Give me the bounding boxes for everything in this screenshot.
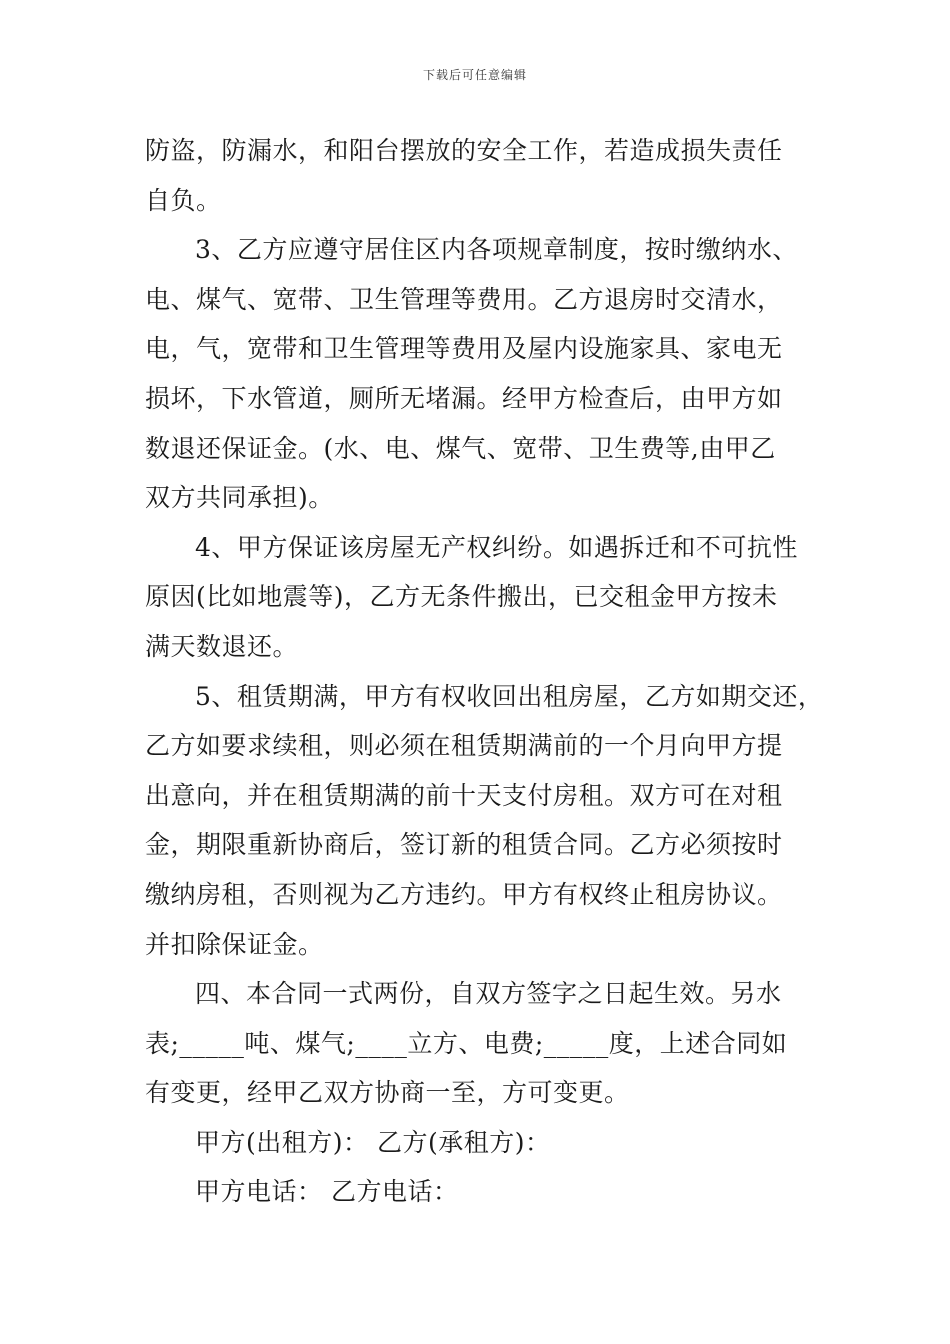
text-line: 并扣除保证金。 bbox=[145, 929, 324, 959]
text-line: 缴纳房租，否则视为乙方违约。甲方有权终止租房协议。 bbox=[145, 879, 783, 909]
text-line: 双方共同承担)。 bbox=[145, 483, 334, 513]
text-line: 甲方电话： 乙方电话： bbox=[195, 1177, 459, 1207]
text-line: 表;_____吨、煤气;____立方、电费;_____度，上述合同如 bbox=[145, 1028, 788, 1058]
text-line: 电，气，宽带和卫生管理等费用及屋内设施家具、家电无 bbox=[145, 334, 783, 364]
text-line: 4、甲方保证该房屋无产权纠纷。如遇拆迁和不可抗性 bbox=[195, 532, 798, 562]
text-line: 原因(比如地震等)，乙方无条件搬出，已交租金甲方按未 bbox=[145, 582, 778, 612]
text-line: 自负。 bbox=[145, 185, 222, 215]
text-line: 有变更，经甲乙双方协商一至，方可变更。 bbox=[145, 1078, 630, 1108]
text-line: 乙方如要求续租，则必须在租赁期满前的一个月向甲方提 bbox=[145, 731, 783, 761]
document-body bbox=[145, 126, 824, 1217]
text-line: 损坏，下水管道，厕所无堵漏。经甲方检查后，由甲方如 bbox=[145, 383, 783, 413]
text-line: 甲方(出租方)： 乙方(承租方)： bbox=[195, 1127, 551, 1157]
text-line: 金，期限重新协商后，签订新的租赁合同。乙方必须按时 bbox=[145, 830, 783, 860]
page-header: 下载后可任意编辑 bbox=[422, 68, 527, 82]
text-line: 电、煤气、宽带、卫生管理等费用。乙方退房时交清水， bbox=[145, 284, 783, 314]
text-line: 防盗，防漏水，和阳台摆放的安全工作，若造成损失责任 bbox=[145, 136, 783, 165]
text-line: 数退还保证金。(水、电、煤气、宽带、卫生费等,由甲乙 bbox=[145, 433, 776, 463]
text-line: 四、本合同一式两份，自双方签字之日起生效。另水 bbox=[195, 979, 782, 1009]
text-line: 3、乙方应遵守居住区内各项规章制度，按时缴纳水、 bbox=[195, 235, 798, 265]
text-line: 出意向，并在租赁期满的前十天支付房租。双方可在对租 bbox=[145, 780, 783, 810]
text-line: 满天数退还。 bbox=[145, 631, 299, 661]
text-line: 5、租赁期满，甲方有权收回出租房屋，乙方如期交还， bbox=[195, 681, 824, 711]
